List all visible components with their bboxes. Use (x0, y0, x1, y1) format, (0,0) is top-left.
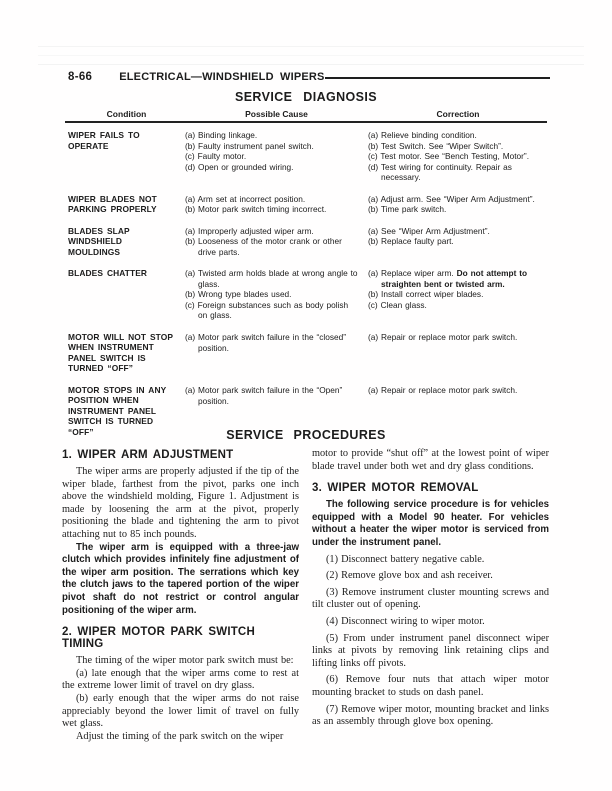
cause-line: (d) Open or grounded wiring. (185, 161, 294, 172)
procedures-section (62, 448, 550, 743)
condition-cell: MOTOR STOPS IN ANY POSITION WHEN INSTRUMENT PANEL SWITCH IS TURNED “OFF” (68, 384, 167, 437)
correction-line: (c) Test motor. See “Bench Testing, Motor”. (368, 151, 529, 162)
table-row (68, 332, 548, 374)
text-segment: (a) Replace wiper arm. (368, 268, 457, 279)
procedure-step: (1) Disconnect battery negative cable. (326, 553, 485, 565)
cause-line: (a) Improperly adjusted wiper arm. (185, 225, 314, 236)
cause-line: (b) Looseness of the motor crank or other drive parts. (185, 236, 342, 257)
table-row (68, 130, 548, 183)
page-header (68, 71, 550, 83)
procedure-heading: 2. WIPER MOTOR PARK SWITCH TIMING (62, 626, 255, 651)
correction-line: (a) See “Wiper Arm Adjustment”. (368, 225, 490, 236)
possible-cause-cell (185, 194, 368, 215)
procedure-step: (3) Remove instrument cluster mounting screws and tilt cluster out of opening. (312, 586, 549, 611)
correction-line: (a) Relieve binding condition. (368, 130, 477, 140)
correction-line: (a) Repair or replace motor park switch. (368, 384, 518, 395)
correction-line: (a) Repair or replace motor park switch. (368, 331, 518, 342)
column-header-condition: Condition (106, 109, 147, 119)
correction-line: (b) Test Switch. See “Wiper Switch”. (368, 140, 504, 151)
cause-line: (a) Arm set at incorrect position. (185, 193, 306, 204)
paragraph: The wiper arm is equipped with a three-jaw clutch which provides infinitely fine adjustment of the wiper arm position. The serrations which key the clutch jaws to the tapered portion of the wiper pivot shaft do not restrict or control angular positioning of the wiper arm. (62, 541, 299, 616)
cause-line: (a) Binding linkage. (185, 130, 258, 140)
procedure-heading: 3. WIPER MOTOR REMOVAL (312, 482, 479, 495)
correction-cell (368, 268, 548, 321)
procedure-step: (2) Remove glove box and ash receiver. (326, 570, 493, 582)
correction-cell (368, 226, 548, 258)
possible-cause-cell (185, 130, 368, 183)
correction-line (368, 268, 548, 289)
paragraph: The following service procedure is for vehicles equipped with a Model 90 heater. For vehicles without a heater the wiper motor is serviced from under the instrument panel. (312, 499, 549, 548)
header-rule (325, 77, 550, 79)
correction-line: (b) Install correct wiper blades. (368, 289, 484, 300)
procedures-right-column (312, 448, 549, 743)
table-row (68, 194, 548, 215)
condition-cell: MOTOR WILL NOT STOP WHEN INSTRUMENT PANEL SWITCH IS TURNED “OFF” (68, 331, 173, 374)
procedure-step: (7) Remove wiper motor, mounting bracket and links as an assembly through glove box opening. (312, 703, 549, 728)
procedure-step: (5) From under instrument panel disconnect wiper links at pivots by removing link retaining clips and lifting links off pivots. (312, 632, 549, 669)
condition-cell: BLADES CHATTER (68, 268, 148, 279)
procedure-step: (6) Remove four nuts that attach wiper motor mounting bracket to studs on dash panel. (312, 674, 549, 698)
possible-cause-cell (185, 226, 368, 258)
column-header-rule (65, 121, 547, 123)
paragraph: motor to provide “shut off” at the lowest point of wiper blade travel under both wet and dry glass conditions. (312, 448, 549, 472)
paragraph: Adjust the timing of the park switch on the wiper (76, 730, 284, 742)
cause-line: (a) Twisted arm holds blade at wrong angle to glass. (185, 268, 358, 289)
condition-cell: WIPER BLADES NOT PARKING PROPERLY (68, 193, 157, 215)
cause-line: (b) Faulty instrument panel switch. (185, 140, 314, 151)
section-title: ELECTRICAL—WINDSHIELD WIPERS (119, 71, 325, 83)
paragraph: The timing of the wiper motor park switch must be: (76, 655, 294, 667)
procedure-heading: 1. WIPER ARM ADJUSTMENT (62, 449, 234, 461)
column-header-correction: Correction (436, 109, 480, 119)
scan-artifact-lines (38, 46, 584, 65)
procedures-title: SERVICE PROCEDURES (226, 428, 386, 442)
correction-cell (368, 332, 548, 374)
correction-line: (b) Replace faulty part. (368, 236, 454, 247)
possible-cause-cell (185, 332, 368, 374)
diagnosis-table (68, 130, 548, 448)
cause-line: (b) Wrong type blades used. (185, 289, 292, 300)
correction-line: (b) Time park switch. (368, 204, 447, 215)
paragraph: (a) late enough that the wiper arms come to rest at the extreme lower limit of travel on dry glass. (62, 667, 299, 692)
cause-line: (c) Foreign substances such as body polish on glass. (185, 299, 349, 321)
paragraph: The wiper arms are properly adjusted if the tip of the wiper blade, farthest from the pivot, parks one inch above the windshield molding, Figure 1. Adjustment is made by loosening the arm at the pivot, properly positioning the blade and tightening the arm to pivot attaching nut to 85 inch pounds. (62, 466, 299, 540)
table-row (68, 268, 548, 321)
condition-cell: WIPER FAILS TO OPERATE (68, 130, 140, 151)
procedure-step: (4) Disconnect wiring to wiper motor. (326, 615, 485, 627)
column-header-possible-cause: Possible Cause (245, 109, 308, 119)
procedures-left-column (62, 448, 299, 743)
possible-cause-cell (185, 268, 368, 321)
correction-cell (368, 130, 548, 183)
diagnosis-title: SERVICE DIAGNOSIS (234, 90, 378, 104)
cause-line: (b) Motor park switch timing incorrect. (185, 204, 327, 215)
table-row (68, 226, 548, 258)
diagnosis-column-headers (68, 109, 548, 119)
correction-line: (a) Adjust arm. See “Wiper Arm Adjustment”. (368, 193, 535, 204)
paragraph: (b) early enough that the wiper arms do not raise appreciably beyond the lower limit of travel on fully wet glass. (62, 692, 299, 730)
correction-line: (c) Clean glass. (368, 299, 427, 310)
condition-cell: BLADES SLAP WINDSHIELD MOULDINGS (68, 225, 130, 257)
correction-line: (d) Test wiring for continuity. Repair as necessary. (368, 161, 512, 183)
cause-line: (a) Motor park switch failure in the “closed” position. (185, 331, 346, 353)
cause-line: (a) Motor park switch failure in the “Open” position. (185, 384, 343, 406)
cause-line: (c) Faulty motor. (185, 151, 247, 162)
bold-text-segment: Do not attempt to straighten bent or twisted arm. (381, 268, 528, 289)
page-number: 8-66 (68, 71, 93, 83)
correction-cell (368, 194, 548, 215)
